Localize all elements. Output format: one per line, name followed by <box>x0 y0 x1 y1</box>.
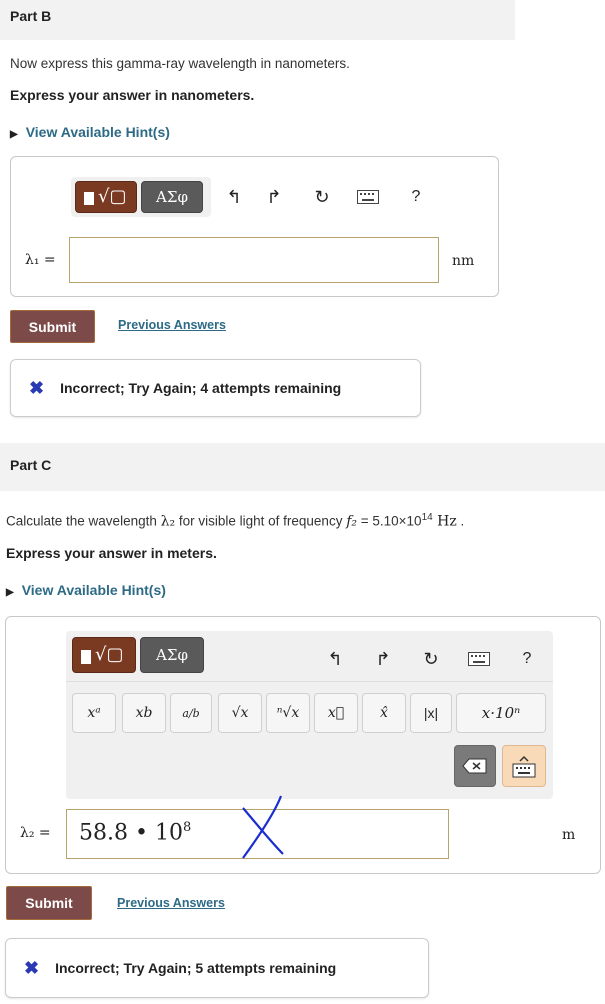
sqrt-icon: √▢ <box>98 186 127 207</box>
lambda1-input[interactable] <box>69 237 439 283</box>
incorrect-x-icon: ✖ <box>24 957 40 978</box>
lambda2-input[interactable] <box>66 809 449 859</box>
keyboard-icon[interactable] <box>355 187 381 207</box>
template-box-icon <box>84 192 94 205</box>
sqrt-button[interactable]: √x <box>218 693 262 733</box>
subscript-button[interactable]: xb <box>122 693 166 733</box>
handwritten-x-mark <box>237 794 297 860</box>
unit-nm: nm <box>452 253 475 269</box>
expand-triangle-icon: ▶ <box>6 587 14 598</box>
feedback-text: Incorrect; Try Again; 5 attempts remaining <box>55 960 337 976</box>
f2-symbol: f₂ <box>346 513 357 530</box>
part-c-hint-toggle[interactable] <box>6 582 166 598</box>
part-c-previous-answers-link[interactable]: Previous Answers <box>117 896 225 910</box>
greek-button[interactable]: ΑΣφ <box>141 181 203 213</box>
frequency-value: = 5.10×10 <box>357 513 422 529</box>
part-c-instruction: Express your answer in meters. <box>6 545 217 561</box>
question-text-mid: for visible light of frequency <box>175 513 347 529</box>
backspace-button[interactable] <box>454 745 496 787</box>
redo-icon[interactable]: ↱ <box>375 648 391 669</box>
keyboard-icon[interactable] <box>466 649 492 669</box>
unit-vector-button[interactable]: x̂ <box>362 693 406 733</box>
part-b-submit-button[interactable]: Submit <box>10 310 95 343</box>
keypad-icon <box>511 754 537 778</box>
feedback-text: Incorrect; Try Again; 4 attempts remaining <box>60 380 342 396</box>
scientific-notation-button[interactable]: x·10ⁿ <box>456 693 546 733</box>
part-c-title: Part C <box>10 457 52 473</box>
template-box-icon <box>81 650 91 664</box>
reset-icon[interactable]: ↻ <box>314 186 330 207</box>
expand-triangle-icon: ▶ <box>10 129 18 140</box>
unit-m: m <box>562 827 576 843</box>
absolute-value-button[interactable]: |x| <box>410 693 452 733</box>
part-b-title: Part B <box>10 8 52 24</box>
undo-icon[interactable]: ↰ <box>327 648 343 669</box>
part-c-question <box>6 512 464 530</box>
vector-button[interactable]: x⃗ <box>314 693 358 733</box>
lambda2-symbol: λ₂ <box>160 513 176 530</box>
lambda2-label: λ₂ = <box>20 825 51 841</box>
answer-mantissa: 58.8 • 10 <box>79 820 183 846</box>
part-c-submit-button[interactable]: Submit <box>6 886 92 920</box>
part-c-feedback <box>5 938 429 998</box>
fraction-button[interactable]: a/b <box>170 693 212 733</box>
nth-root-button[interactable]: ⁿ√x <box>266 693 310 733</box>
part-c-header <box>0 443 605 491</box>
keypad-toggle-button[interactable] <box>502 745 546 787</box>
undo-icon[interactable]: ↰ <box>226 186 242 207</box>
help-icon[interactable]: ? <box>411 188 421 205</box>
toolbar-divider <box>66 681 553 682</box>
question-end: . <box>456 513 465 529</box>
part-b-header <box>0 0 515 40</box>
part-b-question: Now express this gamma-ray wavelength in nanometers. <box>10 56 350 71</box>
lambda2-input-value <box>79 820 191 845</box>
lambda1-label: λ₁ = <box>25 252 56 268</box>
greek-button[interactable]: ΑΣφ <box>140 637 204 673</box>
reset-icon[interactable]: ↻ <box>423 648 439 669</box>
part-b-answer-box <box>10 156 499 297</box>
answer-exponent: 8 <box>182 820 192 835</box>
frequency-exponent: 14 <box>421 512 433 523</box>
part-c-answer-box <box>5 616 601 874</box>
frequency-unit: Hz <box>432 513 457 530</box>
backspace-icon <box>462 758 488 774</box>
question-text: Calculate the wavelength <box>6 513 161 529</box>
templates-button[interactable] <box>75 181 137 213</box>
sqrt-icon: √▢ <box>95 644 124 665</box>
part-b-hint-toggle[interactable] <box>10 124 170 140</box>
part-b-feedback <box>10 359 421 417</box>
templates-button[interactable] <box>72 637 136 673</box>
hint-label: View Available Hint(s) <box>21 582 166 598</box>
part-b-instruction: Express your answer in nanometers. <box>10 87 255 103</box>
part-b-previous-answers-link[interactable]: Previous Answers <box>118 318 226 332</box>
redo-icon[interactable]: ↱ <box>266 186 282 207</box>
incorrect-x-icon: ✖ <box>29 377 45 398</box>
hint-label: View Available Hint(s) <box>25 124 170 140</box>
superscript-button[interactable]: xᵃ <box>72 693 116 733</box>
help-icon[interactable]: ? <box>522 650 532 667</box>
